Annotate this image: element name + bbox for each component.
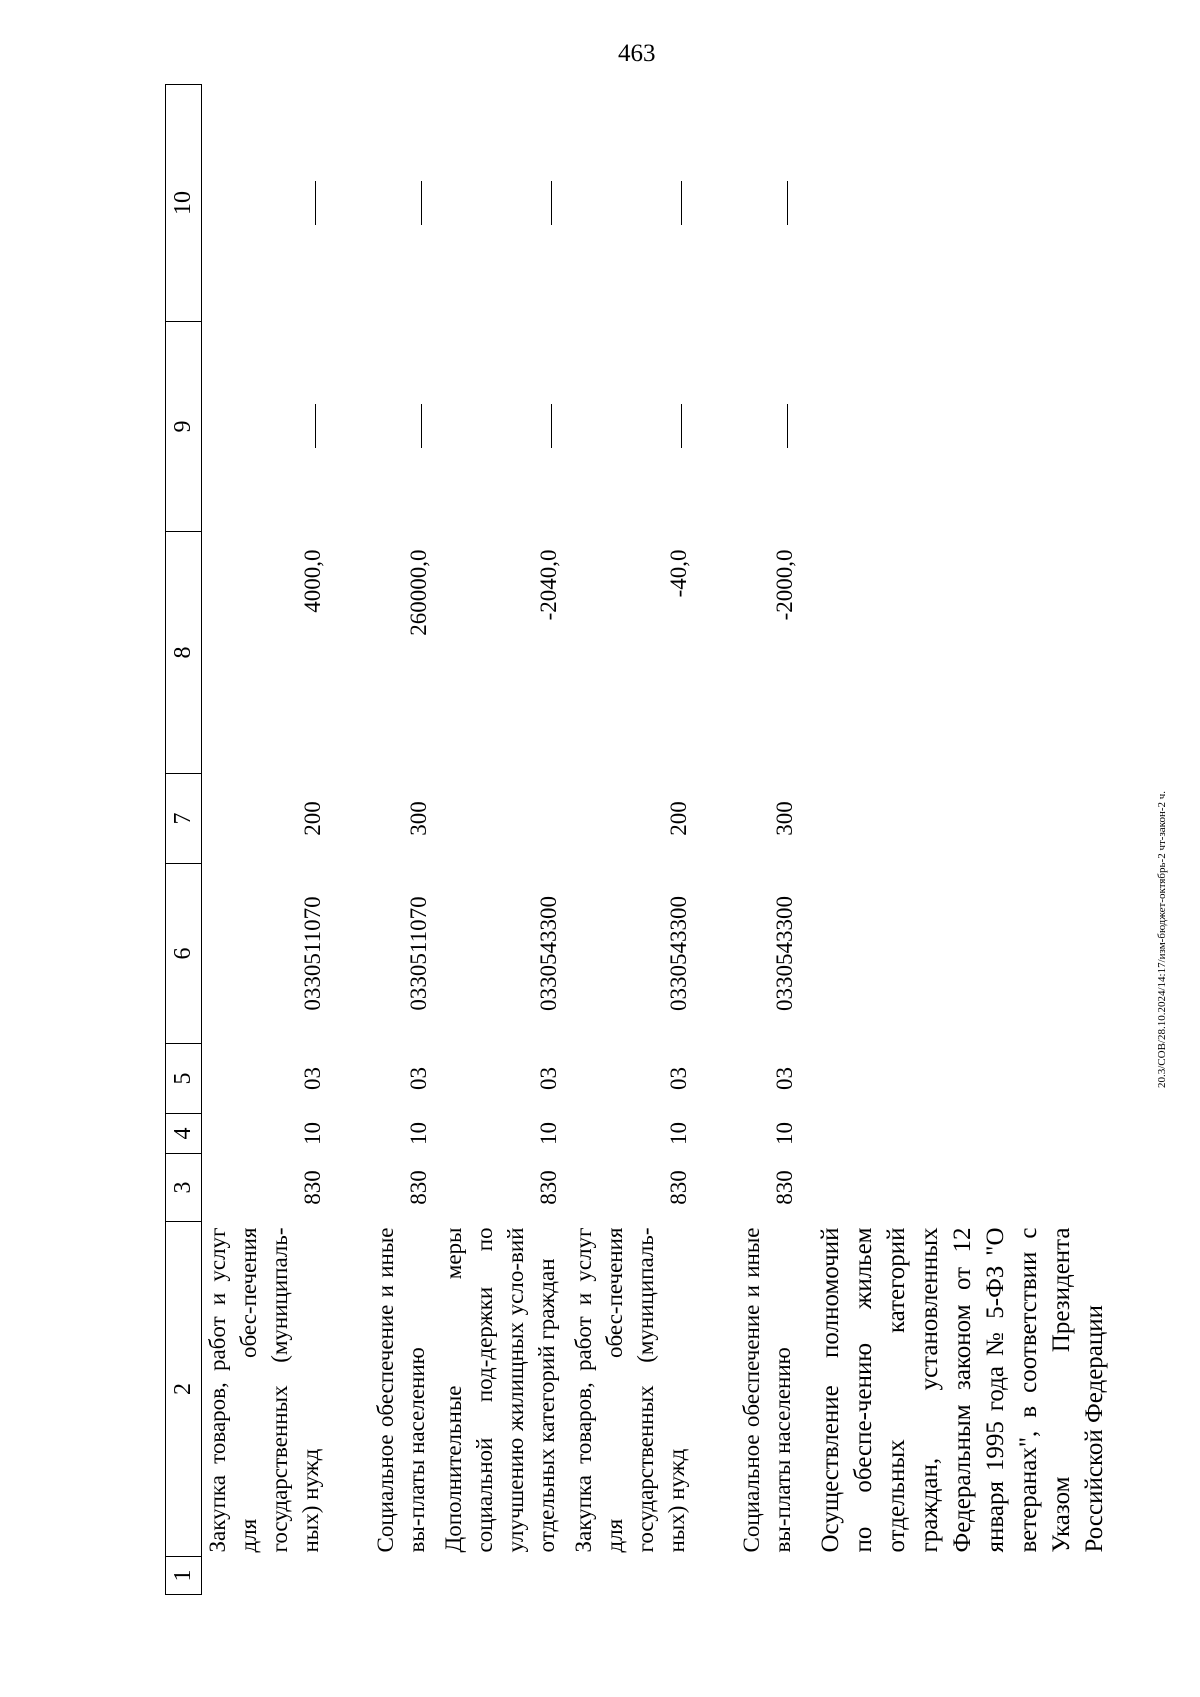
dash-mark	[681, 405, 682, 449]
dash-mark	[681, 181, 682, 225]
cell-col9	[698, 322, 804, 532]
cell-amount: 4000,0	[300, 549, 325, 613]
cell-col1	[698, 1557, 804, 1595]
cell-col1	[804, 1557, 1117, 1595]
cell-expense-type: 300	[406, 801, 431, 836]
cell-col1	[202, 1557, 333, 1595]
table-row	[804, 85, 1117, 1595]
cell-ministry: 830	[300, 1170, 325, 1205]
header-col-3: 3	[166, 1154, 202, 1222]
header-col-5: 5	[166, 1044, 202, 1114]
cell-col10	[332, 85, 438, 322]
cell-col9	[438, 322, 568, 532]
cell-ministry: 830	[666, 1170, 691, 1205]
dash-mark	[551, 405, 552, 449]
cell-description: Закупка товаров, работ и услуг для обес-печения государственных (муниципаль-ных) нужд	[205, 1227, 323, 1553]
cell-col10	[438, 85, 568, 322]
budget-table	[165, 84, 1117, 1595]
cell-section	[804, 1114, 1117, 1154]
cell-subsection: 03	[666, 1067, 691, 1090]
cell-subsection: 03	[300, 1067, 325, 1090]
cell-expense-type	[804, 774, 1117, 864]
cell-section: 10	[406, 1122, 431, 1145]
cell-col10	[804, 85, 1117, 322]
cell-description: Осуществление полномочий по обеспе-чению жильем отдельных категорий граждан, установленных Федеральным законом от 12 января 1995 года № 5-ФЗ "О ветеранах", в соответствии с Указом Президента Российской Федерации	[817, 1227, 1108, 1553]
cell-col9	[332, 322, 438, 532]
header-col-4: 4	[166, 1114, 202, 1154]
cell-expense-type: 200	[666, 801, 691, 836]
dash-mark	[421, 405, 422, 449]
cell-subsection	[804, 1044, 1117, 1114]
cell-amount: -2040,0	[536, 549, 561, 621]
cell-ministry: 830	[406, 1170, 431, 1205]
cell-target-article: 0330543300	[772, 896, 797, 1011]
page-number: 463	[618, 40, 656, 67]
cell-expense-type: 200	[300, 801, 325, 836]
header-col-1: 1	[166, 1557, 202, 1595]
cell-section: 10	[300, 1122, 325, 1145]
cell-col1	[438, 1557, 568, 1595]
cell-target-article: 0330511070	[406, 896, 431, 1011]
cell-col1	[332, 1557, 438, 1595]
cell-col9	[568, 322, 698, 532]
cell-col9	[804, 322, 1117, 532]
cell-target-article	[804, 864, 1117, 1044]
cell-target-article: 0330543300	[666, 896, 691, 1011]
cell-col10	[568, 85, 698, 322]
cell-ministry: 830	[772, 1170, 797, 1205]
cell-expense-type: 300	[772, 801, 797, 836]
header-col-10: 10	[166, 85, 202, 322]
document-footer: 20.3/СОВ/28.10.2024/14:17/изм-бюджет-октябрь-2 чт-закон-2 ч.	[1156, 790, 1168, 1088]
cell-description: Закупка товаров, работ и услуг для обес-печения государственных (муниципаль-ных) нужд	[571, 1227, 689, 1553]
cell-col10	[202, 85, 333, 322]
header-col-7: 7	[166, 774, 202, 864]
dash-mark	[787, 405, 788, 449]
cell-amount	[804, 532, 1117, 774]
cell-section: 10	[536, 1122, 561, 1145]
header-col-9: 9	[166, 322, 202, 532]
cell-col9	[202, 322, 333, 532]
table-row	[202, 85, 333, 1595]
cell-target-article: 0330511070	[300, 896, 325, 1011]
cell-amount: 260000,0	[406, 549, 431, 636]
header-col-2: 2	[166, 1222, 202, 1557]
dash-mark	[421, 181, 422, 225]
dash-mark	[551, 181, 552, 225]
cell-col10	[698, 85, 804, 322]
cell-ministry	[804, 1154, 1117, 1222]
cell-expense-type	[438, 774, 568, 864]
dash-mark	[787, 181, 788, 225]
header-col-8: 8	[166, 532, 202, 774]
cell-description: Социальное обеспечение и иные вы-платы населению	[739, 1227, 795, 1553]
cell-description: Социальное обеспечение и иные вы-платы населению	[373, 1227, 429, 1553]
cell-subsection: 03	[406, 1067, 431, 1090]
cell-target-article: 0330543300	[536, 896, 561, 1011]
dash-mark	[315, 181, 316, 225]
cell-subsection: 03	[772, 1067, 797, 1090]
table-row	[568, 85, 698, 1595]
cell-amount: -2000,0	[772, 549, 797, 621]
cell-section: 10	[772, 1122, 797, 1145]
table-row	[438, 85, 568, 1595]
cell-subsection: 03	[536, 1067, 561, 1090]
table-row	[332, 85, 438, 1595]
cell-amount: -40,0	[666, 549, 691, 598]
header-row	[166, 85, 202, 1595]
rotated-table-container	[165, 85, 1108, 1595]
cell-description: Дополнительные меры социальной под-держки по улучшению жилищных усло-вий отдельных категорий граждан	[441, 1227, 559, 1553]
cell-section: 10	[666, 1122, 691, 1145]
cell-ministry: 830	[536, 1170, 561, 1205]
dash-mark	[315, 405, 316, 449]
table-row	[698, 85, 804, 1595]
cell-col1	[568, 1557, 698, 1595]
header-col-6: 6	[166, 864, 202, 1044]
